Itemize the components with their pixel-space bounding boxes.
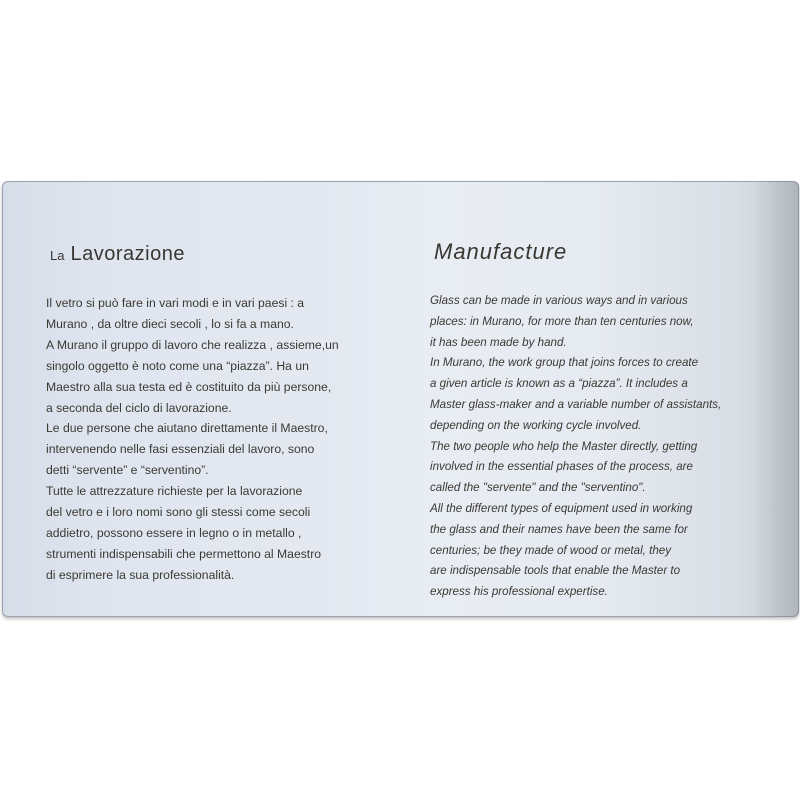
italian-line: a seconda del ciclo di lavorazione. xyxy=(46,400,232,415)
italian-line: singolo oggetto è noto come una “piazza”. Ha un xyxy=(46,358,309,373)
italian-line: intervenendo nelle fasi essenziali del lavoro, sono xyxy=(46,442,315,457)
english-title: Manufacture xyxy=(434,239,568,264)
italian-line: Le due persone che aiutano direttamente il Maestro, xyxy=(46,421,328,436)
english-line: places: in Murano, for more than ten centuries now, xyxy=(430,314,694,328)
italian-line: A Murano il gruppo di lavoro che realizza , assieme,un xyxy=(46,337,339,352)
english-line: involved in the essential phases of the process, are xyxy=(430,460,693,474)
english-line: called the "servente" and the "serventino". xyxy=(430,481,646,495)
italian-line: strumenti indispensabili che permettono al Maestro xyxy=(46,546,322,561)
italian-line: addietro, possono essere in legno o in metallo , xyxy=(46,525,302,540)
english-line: Master glass-maker and a variable number of assistants, xyxy=(430,397,722,411)
italian-title-prefix: La xyxy=(50,248,65,263)
english-line: a given article is known as a “piazza”. It includes a xyxy=(430,377,688,391)
italian-line: Maestro alla sua testa ed è costituito da più persone, xyxy=(46,379,332,394)
italian-body xyxy=(46,293,406,586)
italian-line: di esprimere la sua professionalità. xyxy=(46,567,235,582)
english-line: The two people who help the Master directly, getting xyxy=(430,439,698,453)
english-body xyxy=(430,291,780,603)
italian-line: Tutte le attrezzature richieste per la lavorazione xyxy=(46,484,303,499)
italian-line: detti “servente” e “serventino”. xyxy=(46,463,209,478)
italian-title-main: Lavorazione xyxy=(70,243,185,265)
english-line: express his professional expertise. xyxy=(430,585,608,599)
english-line: In Murano, the work group that joins forces to create xyxy=(430,356,699,370)
english-line: are indispensable tools that enable the Master to xyxy=(430,564,681,578)
italian-title xyxy=(50,243,185,266)
english-line: it has been made by hand. xyxy=(430,335,567,349)
italian-line: Murano , da oltre dieci secoli , lo si fa a mano. xyxy=(46,316,294,331)
english-line: the glass and their names have been the same for xyxy=(430,522,688,536)
english-line: depending on the working cycle involved. xyxy=(430,418,642,432)
italian-line: del vetro e i loro nomi sono gli stessi come secoli xyxy=(46,505,311,520)
english-line: Glass can be made in various ways and in various xyxy=(430,294,688,307)
english-line: centuries; be they made of wood or metal, they xyxy=(430,543,672,557)
brochure-panel xyxy=(2,181,799,617)
italian-line: Il vetro si può fare in vari modi e in vari paesi : a xyxy=(46,296,305,310)
english-line: All the different types of equipment used in working xyxy=(430,501,693,515)
